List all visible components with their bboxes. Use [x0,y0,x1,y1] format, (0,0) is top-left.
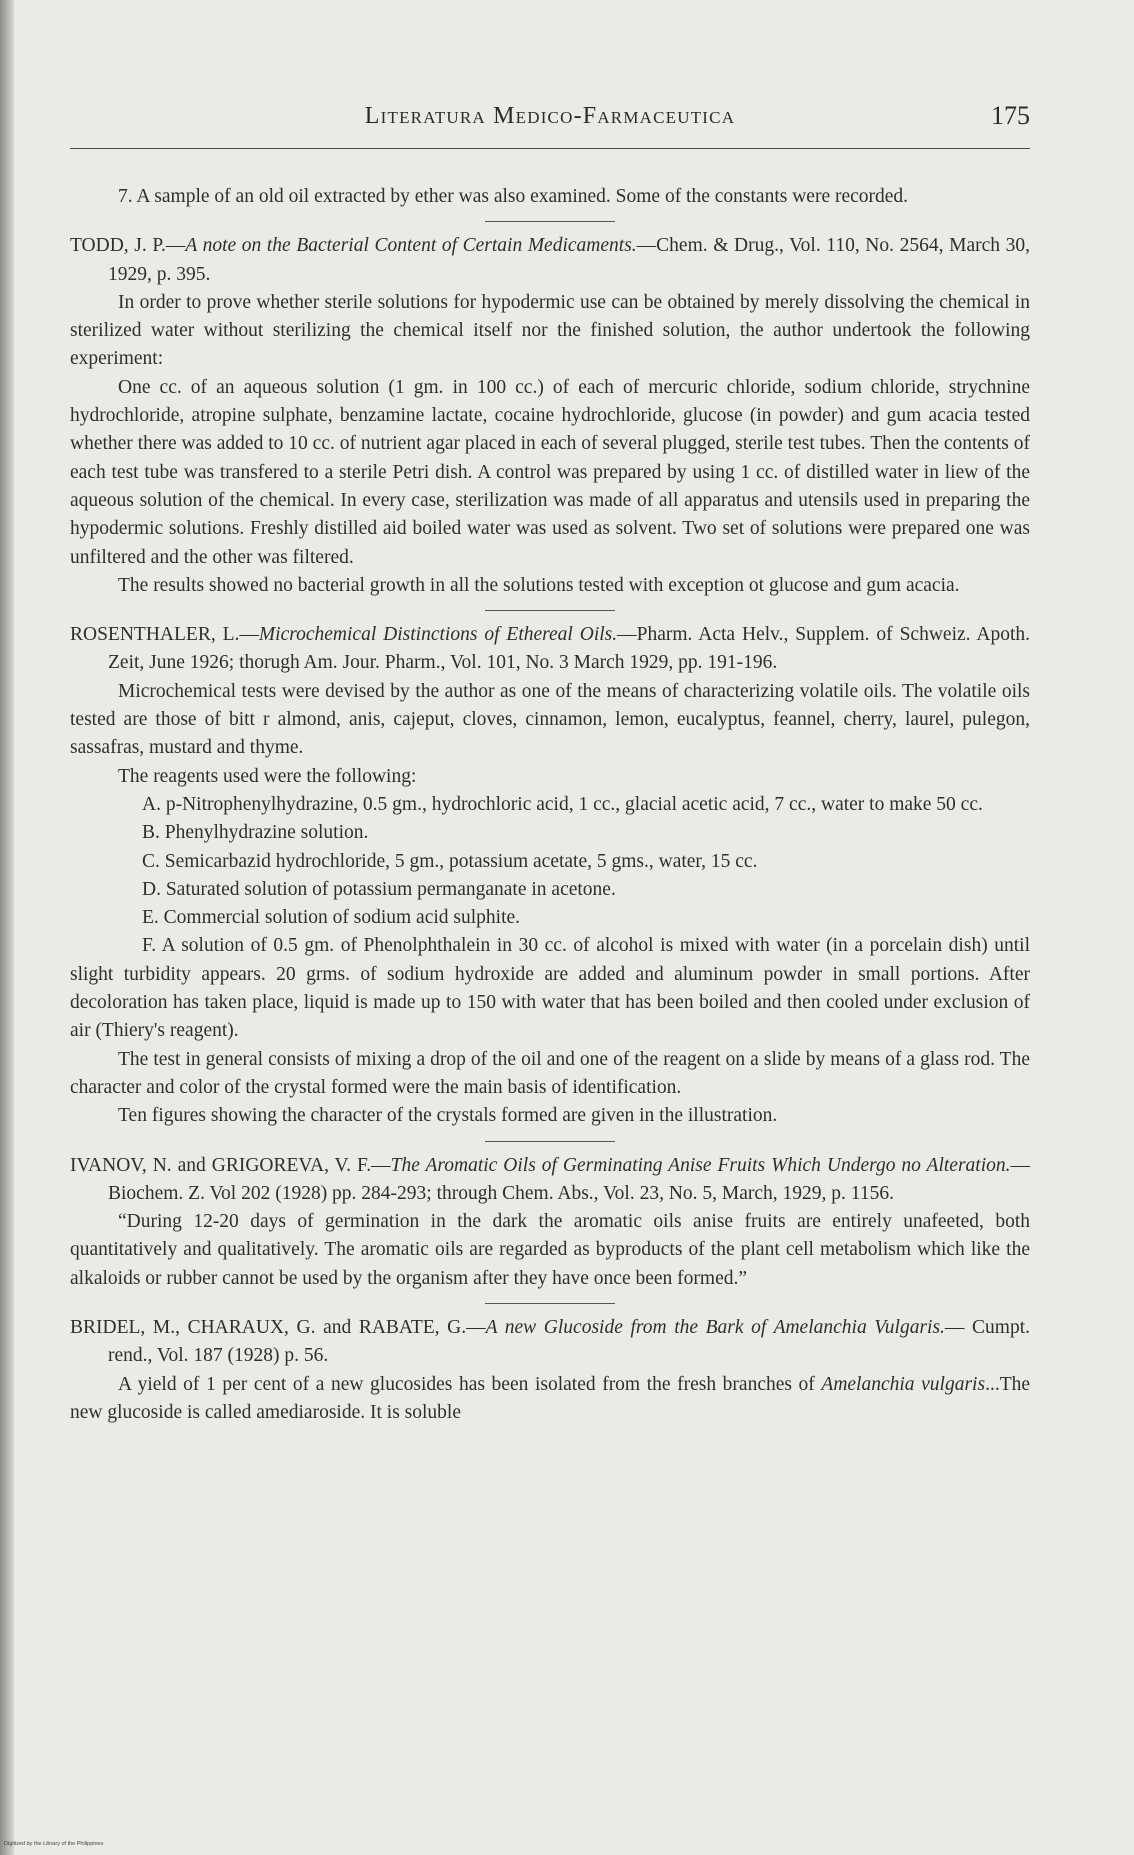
intro-paragraph: 7. A sample of an old oil extracted by ether was also examined. Some of the constants were recorded. [118,186,909,207]
citation [70,232,1030,289]
citation-title: A note on the Bacterial Content of Certain Medicaments. [185,235,637,257]
paragraph-tail: ...The new glucoside is called amediaroside. It is soluble [70,1373,1031,1423]
section-divider [485,1303,615,1304]
digitization-footer: Digitized by the Library of the Philippines [4,1841,104,1847]
body-paragraph: Microchemical tests were devised by the author as one of the means of characterizing volatile oils. The volatile oils tested are those of bitt r almond, anis, cajeput, cloves, cinnamon, lemon, eucalyptus, feannel, cherry, laurel, pulegon, sassafras, mustard and thyme. [70,680,1030,759]
body-paragraph: The test in general consists of mixing a drop of the oil and one of the reagent on a slide by means of a glass rod. The character and color of the crystal formed were the main basis of identification. [70,1048,1030,1098]
citation-title: Microchemical Distinctions of Ethereal Oils. [258,624,618,646]
body-paragraph [70,1371,1030,1428]
abstract-entry-bridel [70,1314,1030,1427]
reagent-item: C. Semicarbazid hydrochloride, 5 gm., potassium acetate, 5 gms., water, 15 cc. [142,850,758,872]
paragraph-lead: A yield of 1 per cent of a new glucosides has been isolated from the fresh branches of [118,1373,822,1395]
reagent-item: B. Phenylhydrazine solution. [142,822,369,844]
body-paragraph: In order to prove whether sterile solutions for hypodermic use can be obtained by merely dissolving the chemical in sterilized water without sterilizing the chemical itself nor the finished solution, the author undertook the following experiment: [70,291,1030,370]
page-edge-shadow [0,0,14,1855]
page-header [70,96,1030,149]
citation [70,621,1030,678]
reagent-item: F. A solution of 0.5 gm. of Phenolphthalein in 30 cc. of alcohol is mixed with water (in a porcelain dish) until slight turbidity appears. 20 grms. of sodium hydroxide are added and aluminum powder in small portions. After decoloration has taken place, liquid is made up to 150 with water that has been boiled and then cooled under exclusion of air (Thiery's reagent). [70,935,1030,1042]
citation [70,1314,1030,1371]
running-head: Literatura Medico-Farmaceutica [364,103,736,129]
body-paragraph: The reagents used were the following: [118,765,417,787]
abstract-entry-todd [70,232,1030,600]
body-paragraph: Ten figures showing the character of the crystals formed are given in the illustration. [118,1105,778,1127]
citation-author: IVANOV, N. and GRIGOREVA, V. F.— [70,1154,391,1176]
section-divider [485,610,615,611]
paragraph-italic: Amelanchia vulgaris [821,1373,986,1395]
citation-source: —Pharm. Acta Helv., Supplem. of Schweiz. Apoth. Zeit, June 1926; thorugh Am. Jour. Pharm., Vol. 101, No. 3 March 1929, pp. 191-196. [108,624,1030,674]
citation-author: ROSENTHALER, L.— [70,624,259,646]
abstract-entry-ivanov [70,1152,1030,1293]
citation-author: BRIDEL, M., CHARAUX, G. and RABATE, G.— [70,1316,486,1338]
citation-title: A new Glucoside from the Bark of Amelanchia Vulgaris. [485,1316,945,1338]
section-divider [485,221,615,222]
reagent-item: E. Commercial solution of sodium acid sulphite. [142,907,521,929]
reagent-item: D. Saturated solution of potassium permanganate in acetone. [142,878,616,900]
citation [70,1152,1030,1209]
body-paragraph: One cc. of an aqueous solution (1 gm. in 100 cc.) of each of mercuric chloride, sodium chloride, strychnine hydrochloride, atropine sulphate, benzamine lactate, cocaine hydrochloride, glucose (in powder) and gum acacia tested whether there was added to 10 cc. of nutrient agar placed in each of several plugged, sterile test tubes. Then the contents of each test tube was transfered to a sterile Petri dish. A control was prepared by using 1 cc. of distilled water in liew of the aqueous solution of the chemical. In every case, sterilization was made of all apparatus and utensils used in preparing the hypodermic solutions. Freshly distilled aid boiled water was used as solvent. Two set of solutions were prepared one was unfiltered and the other was filtered. [70,376,1030,568]
body-paragraph: The results showed no bacterial growth in all the solutions tested with exception ot glucose and gum acacia. [118,574,960,596]
page-content [70,96,1030,1427]
reagent-item: A. p-Nitrophenylhydrazine, 0.5 gm., hydrochloric acid, 1 cc., glacial acetic acid, 7 cc., water to make 50 cc. [142,793,983,815]
section-divider [485,1141,615,1142]
page-number: 175 [991,101,1030,130]
citation-source: —Chem. & Drug., Vol. 110, No. 2564, March 30, 1929, p. 395. [108,235,1030,285]
abstract-entry-rosenthaler [70,621,1030,1130]
citation-title: The Aromatic Oils of Germinating Anise Fruits Which Undergo no Alteration. [390,1154,1011,1176]
citation-source: — Cumpt. rend., Vol. 187 (1928) p. 56. [108,1316,1030,1367]
body-paragraph: “During 12-20 days of germination in the dark the aromatic oils anise fruits are entirely unafeeted, both quantitatively and qualitatively. The aromatic oils are regarded as byproducts of the plant cell metabolism which like the alkaloids or rubber cannot be used by the organism after they have once been formed.” [70,1211,1030,1289]
citation-source: —Biochem. Z. Vol 202 (1928) pp. 284-293; through Chem. Abs., Vol. 23, No. 5, March, 1929, p. 1156. [108,1154,1030,1204]
citation-author: TODD, J. P.— [70,235,186,257]
